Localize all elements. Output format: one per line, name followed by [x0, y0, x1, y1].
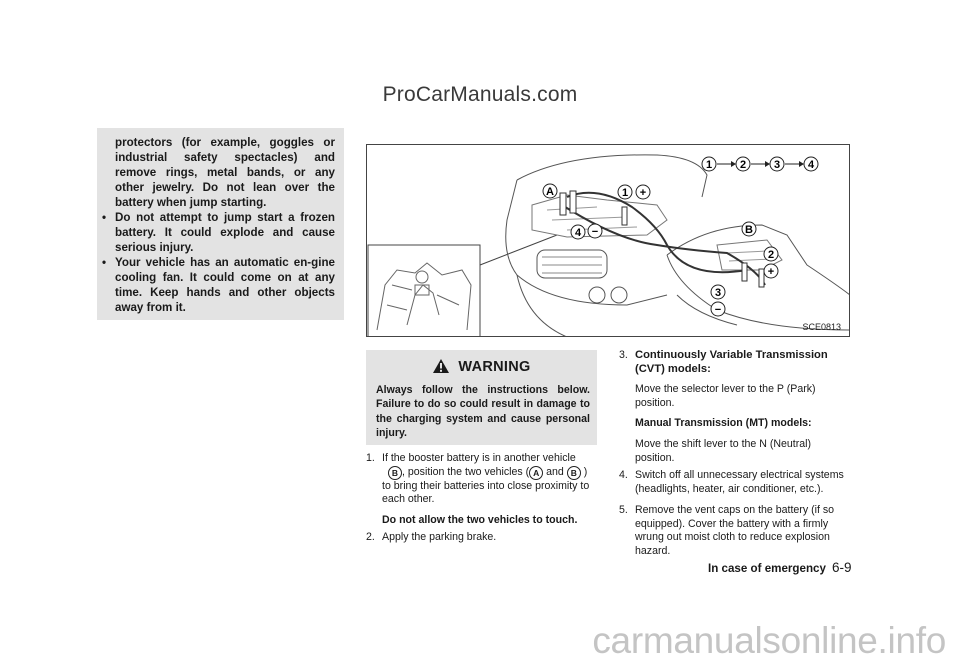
page-number: 6-9	[831, 560, 852, 575]
sequence-step-2: 2	[739, 159, 747, 171]
marker-1: 1	[621, 187, 629, 199]
vehicle-b-badge: B	[388, 466, 402, 480]
jump-start-diagram	[366, 144, 850, 337]
watermark-bottom: carmanualsonline.info	[592, 620, 946, 661]
vehicle-b-badge: B	[567, 466, 581, 480]
warning-triangle-icon	[432, 358, 450, 374]
bullet-marker: •	[102, 256, 107, 269]
step-5-line: equipped). Cover the battery with a firmly	[635, 517, 829, 530]
safety-notes-panel	[97, 128, 344, 320]
vehicle-b-label: B	[745, 224, 753, 236]
mt-instruction: Move the shift lever to the N (Neutral)	[635, 437, 812, 450]
continuation-paragraph: protectors (for example, goggles or industrial safety spectacles) and remove rings, metal bands, or any other jewelry. Do not lean over the battery when jump starting.	[115, 136, 335, 209]
step-1-vehicles-line: B , position the two vehicles ( A and B )	[388, 466, 601, 480]
sequence-step-3: 3	[773, 159, 781, 171]
vehicle-a-badge: A	[529, 466, 543, 480]
step-number: 3.	[619, 349, 628, 361]
watermark-top: ProCarManuals.com	[382, 83, 578, 106]
step-number: 2.	[366, 531, 375, 543]
step-1-line: to bring their batteries into close proximity to	[382, 479, 590, 492]
step-4-line: Switch off all unnecessary electrical systems	[635, 469, 844, 481]
sequence-step-4: 4	[807, 159, 815, 171]
warning-box	[366, 350, 597, 445]
step-4-line: (headlights, heater, air conditioner, etc.).	[635, 482, 824, 495]
mt-heading: Manual Transmission (MT) models:	[635, 417, 812, 430]
step-number: 1.	[366, 452, 375, 464]
warning-title: WARNING	[458, 359, 531, 375]
negative-terminal-icon: −	[591, 226, 599, 238]
positive-terminal-icon: +	[639, 187, 647, 199]
cvt-instruction: Move the selector lever to the P (Park)	[635, 383, 816, 396]
step-1-line: If the booster battery is in another vehicle	[382, 452, 576, 464]
mt-instruction-cont: position.	[635, 451, 675, 464]
step-5-line: wrung out moist cloth to reduce explosion	[635, 531, 830, 544]
marker-3: 3	[714, 287, 722, 299]
bullet-marker: •	[102, 211, 107, 224]
marker-4: 4	[574, 227, 582, 239]
step-5-line: hazard.	[635, 544, 671, 557]
step-5-line: Remove the vent caps on the battery (if so	[635, 504, 835, 516]
cvt-instruction-cont: position.	[635, 396, 675, 409]
section-title: In case of emergency	[708, 562, 826, 575]
step-number: 5.	[619, 504, 628, 516]
warning-text: Always follow the instructions below. Failure to do so could result in damage to the charging system and cause personal injury.	[376, 384, 590, 440]
positive-terminal-icon: +	[767, 266, 775, 278]
figure-code: SCE0813	[802, 322, 841, 332]
step-1-caution: Do not allow the two vehicles to touch.	[382, 513, 578, 526]
bullet-cooling-fan: Your vehicle has an automatic en-gine cooling fan. It could come on at any time. Keep hands and other objects away from it.	[115, 256, 335, 314]
step-1-line: each other.	[382, 493, 435, 506]
cvt-heading-cont: (CVT) models:	[635, 362, 711, 375]
bullet-frozen-battery: Do not attempt to jump start a frozen battery. It could explode and cause serious injury.	[115, 211, 335, 254]
marker-2: 2	[767, 249, 775, 261]
step-2-text: Apply the parking brake.	[382, 531, 497, 543]
step-number: 4.	[619, 469, 628, 481]
negative-terminal-icon: −	[714, 304, 722, 316]
page-footer	[708, 560, 868, 575]
jump-start-illustration	[367, 145, 850, 337]
sequence-step-1: 1	[705, 159, 713, 171]
cvt-heading: Continuously Variable Transmission	[635, 349, 828, 361]
vehicle-a-label: A	[546, 186, 554, 198]
